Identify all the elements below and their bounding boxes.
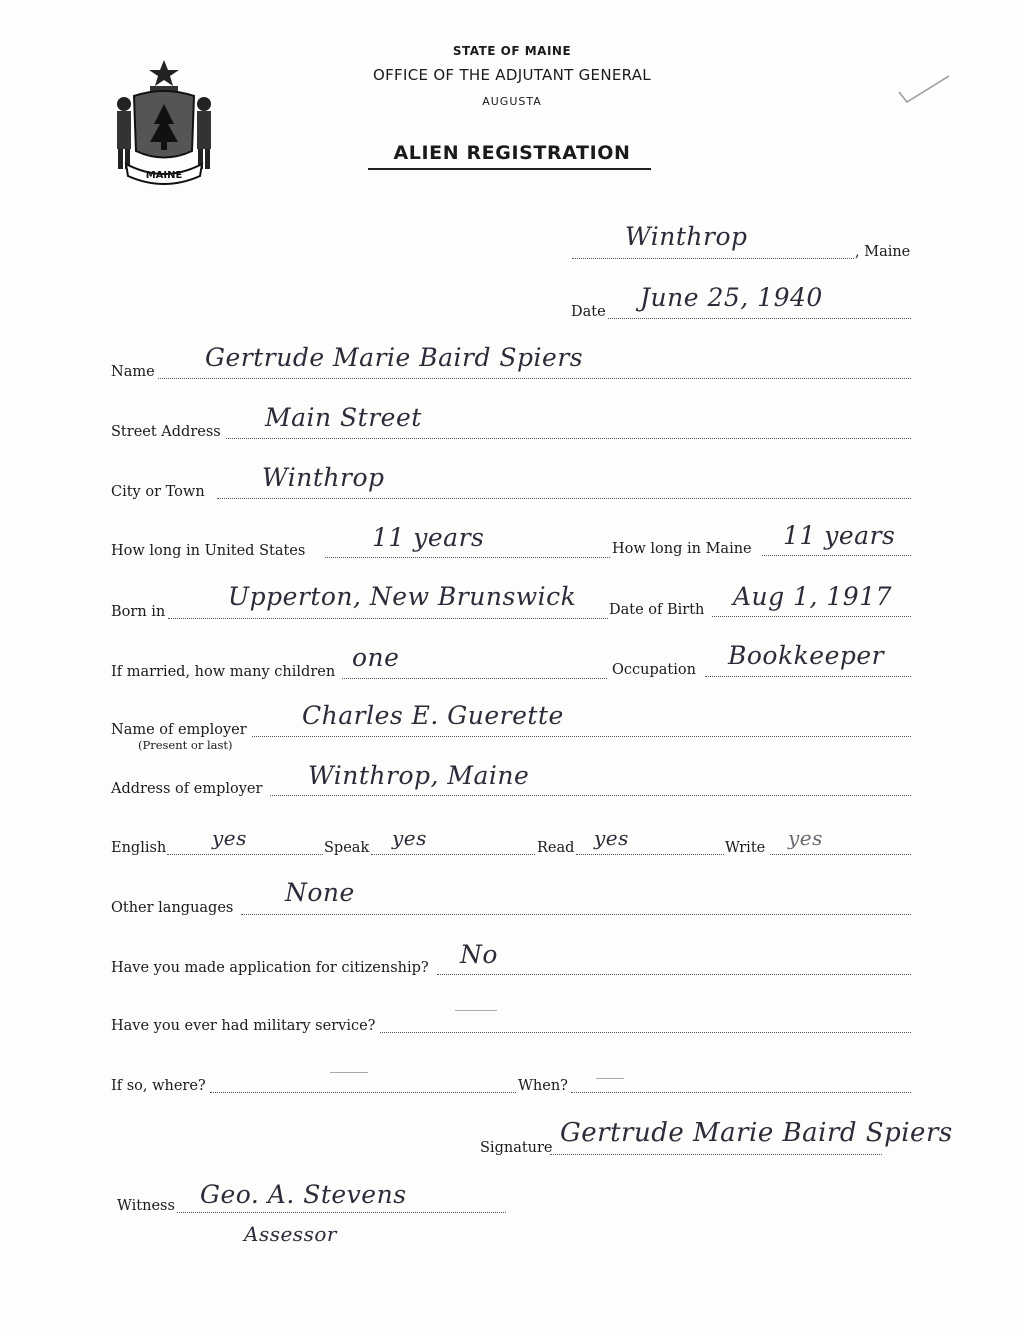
emp-addr-label: Address of employer — [111, 781, 263, 797]
write-value: yes — [788, 826, 823, 850]
employer-sublabel: (Present or last) — [138, 738, 233, 752]
maine-line — [762, 555, 911, 556]
office-heading: OFFICE OF THE ADJUTANT GENERAL — [373, 66, 651, 84]
other-lang-label: Other languages — [111, 900, 234, 916]
date-line — [608, 318, 911, 319]
emp-addr-line — [270, 795, 911, 796]
other-lang-line — [241, 914, 911, 915]
city-label: City or Town — [111, 484, 205, 500]
town-value: Winthrop — [625, 222, 748, 251]
children-label: If married, how many children — [111, 664, 336, 680]
street-label: Street Address — [111, 424, 221, 440]
born-line — [168, 618, 608, 619]
name-value: Gertrude Marie Baird Spiers — [205, 343, 584, 372]
town-suffix: , Maine — [855, 244, 911, 260]
citizenship-label: Have you made application for citizenship? — [111, 960, 429, 976]
speak-value: yes — [392, 826, 427, 850]
date-value: June 25, 1940 — [640, 283, 823, 312]
occupation-line — [705, 676, 911, 677]
citizenship-line — [437, 974, 911, 975]
town-line — [572, 258, 854, 259]
born-value: Upperton, New Brunswick — [228, 582, 577, 611]
title-underline — [368, 168, 651, 170]
seal-label: MAINE — [145, 170, 183, 181]
write-line — [770, 854, 911, 855]
name-line — [158, 378, 911, 379]
name-label: Name — [111, 364, 155, 380]
us-line — [325, 557, 610, 558]
maine-value: 11 years — [783, 521, 896, 550]
signature-line — [550, 1154, 882, 1155]
form-title: ALIEN REGISTRATION — [393, 142, 631, 164]
speak-line — [371, 854, 535, 855]
signature-label: Signature — [480, 1140, 553, 1156]
read-line — [576, 854, 724, 855]
military-label: Have you ever had military service? — [111, 1018, 376, 1034]
children-value: one — [352, 643, 400, 672]
city-value: Winthrop — [262, 463, 385, 492]
city-line — [217, 498, 911, 499]
children-line — [342, 678, 607, 679]
when-dash — [596, 1078, 624, 1079]
dob-line — [712, 616, 911, 617]
english-value: yes — [212, 826, 247, 850]
dob-value: Aug 1, 1917 — [733, 582, 893, 611]
dob-label: Date of Birth — [609, 602, 705, 618]
read-label: Read — [537, 840, 575, 856]
english-label: English — [111, 840, 167, 856]
employer-line — [252, 736, 911, 737]
witness-label: Witness — [117, 1198, 175, 1214]
witness-line — [177, 1212, 506, 1213]
us-label: How long in United States — [111, 543, 306, 559]
maine-label: How long in Maine — [612, 541, 752, 557]
speak-label: Speak — [324, 840, 370, 856]
employer-value: Charles E. Guerette — [302, 701, 564, 730]
date-label: Date — [571, 304, 606, 320]
city-heading: AUGUSTA — [482, 95, 542, 108]
witness-title: Assessor — [244, 1222, 337, 1246]
street-value: Main Street — [265, 403, 422, 432]
when-line — [571, 1092, 911, 1093]
read-value: yes — [594, 826, 629, 850]
citizenship-value: No — [460, 940, 498, 969]
street-line — [226, 438, 911, 439]
born-label: Born in — [111, 604, 166, 620]
occupation-label: Occupation — [612, 662, 696, 678]
state-heading: STATE OF MAINE — [452, 44, 572, 58]
other-lang-value: None — [285, 878, 355, 907]
when-label: When? — [518, 1078, 568, 1094]
write-label: Write — [725, 840, 766, 856]
us-value: 11 years — [372, 523, 485, 552]
employer-label: Name of employer — [111, 722, 247, 738]
signature-value: Gertrude Marie Baird Spiers — [560, 1118, 953, 1148]
military-line — [380, 1032, 911, 1033]
military-dash — [455, 1010, 497, 1011]
occupation-value: Bookkeeper — [728, 641, 885, 670]
where-dash — [330, 1072, 368, 1073]
where-label: If so, where? — [111, 1078, 206, 1094]
where-line — [210, 1092, 516, 1093]
emp-addr-value: Winthrop, Maine — [308, 761, 530, 790]
witness-value: Geo. A. Stevens — [200, 1180, 407, 1209]
english-line — [167, 854, 323, 855]
